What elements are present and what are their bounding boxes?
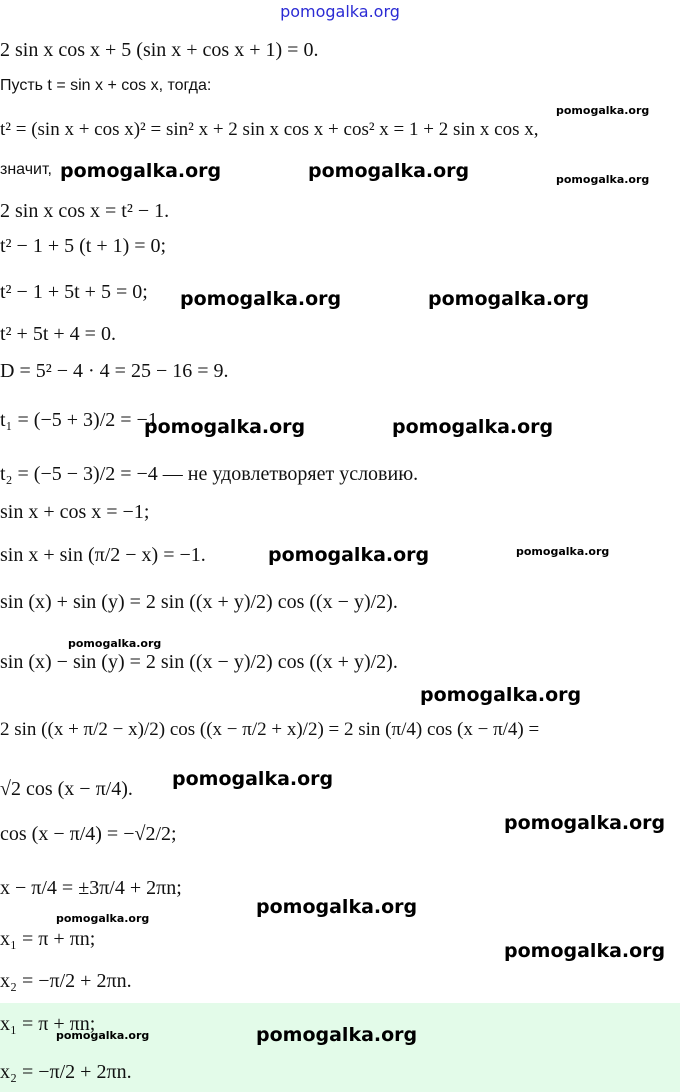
- difference-to-product-formula: sin (x) − sin (y) = 2 sin ((x − y)/2) cos ((x + y)/2).: [0, 651, 398, 673]
- watermark: pomogalka.org: [504, 812, 666, 834]
- square-identity: t² = (sin x + cos x)² = sin² x + 2 sin x cos x + cos² x = 1 + 2 sin x cos x,: [0, 119, 539, 140]
- watermark: pomogalka.org: [60, 160, 222, 182]
- watermark: pomogalka.org: [56, 912, 150, 925]
- expanded-equation: t² − 1 + 5t + 5 = 0;: [0, 281, 148, 303]
- product-expression: 2 sin x cos x = t² − 1.: [0, 200, 170, 222]
- watermark: pomogalka.org: [180, 288, 342, 310]
- general-solution: x − π/4 = ±3π/4 + 2πn;: [0, 877, 182, 899]
- answer-x2: x₂ = −π/2 + 2πn.: [0, 1061, 132, 1083]
- sum-to-product-formula: sin (x) + sin (y) = 2 sin ((x + y)/2) cos ((x − y)/2).: [0, 591, 398, 613]
- watermark-top: pomogalka.org: [280, 2, 400, 21]
- watermark: pomogalka.org: [504, 940, 666, 962]
- watermark: pomogalka.org: [428, 288, 590, 310]
- watermark: pomogalka.org: [256, 896, 418, 918]
- solution-x2: x₂ = −π/2 + 2πn.: [0, 970, 132, 992]
- watermark: pomogalka.org: [268, 544, 430, 566]
- watermark: pomogalka.org: [516, 545, 610, 558]
- watermark: pomogalka.org: [256, 1024, 418, 1046]
- watermark: pomogalka.org: [144, 416, 306, 438]
- watermark: pomogalka.org: [172, 768, 334, 790]
- substituted-equation: t² − 1 + 5 (t + 1) = 0;: [0, 235, 167, 257]
- watermark: pomogalka.org: [392, 416, 554, 438]
- applied-formula: 2 sin ((x + π/2 − x)/2) cos ((x − π/2 + x)/2) = 2 sin (π/4) cos (x − π/4) =: [0, 719, 540, 740]
- simplified-expression: √2 cos (x − π/4).: [0, 778, 133, 800]
- watermark: pomogalka.org: [68, 637, 162, 650]
- therefore-label: значит,: [0, 161, 52, 178]
- quadratic-equation: t² + 5t + 4 = 0.: [0, 323, 116, 345]
- discriminant: D = 5² − 4 · 4 = 25 − 16 = 9.: [0, 360, 229, 382]
- watermark: pomogalka.org: [308, 160, 470, 182]
- answer-x1: x₁ = π + πn;: [0, 1013, 96, 1035]
- watermark: pomogalka.org: [556, 173, 650, 186]
- root-t2: t₂ = (−5 − 3)/2 = −4 — не удовлетворяет условию.: [0, 463, 419, 485]
- solution-x1: x₁ = π + πn;: [0, 928, 96, 950]
- cosine-equation: cos (x − π/4) = −√2/2;: [0, 823, 177, 845]
- cofunction-equation: sin x + sin (π/2 − x) = −1.: [0, 544, 206, 566]
- equation-original: 2 sin x cos x + 5 (sin x + cos x + 1) = 0.: [0, 39, 319, 61]
- watermark: pomogalka.org: [56, 1029, 150, 1042]
- watermark: pomogalka.org: [420, 684, 582, 706]
- substitution-intro: Пусть t = sin x + cos x, тогда:: [0, 77, 212, 94]
- root-t1: t₁ = (−5 + 3)/2 = −1.: [0, 409, 163, 431]
- watermark: pomogalka.org: [556, 104, 650, 117]
- sum-equation: sin x + cos x = −1;: [0, 501, 150, 523]
